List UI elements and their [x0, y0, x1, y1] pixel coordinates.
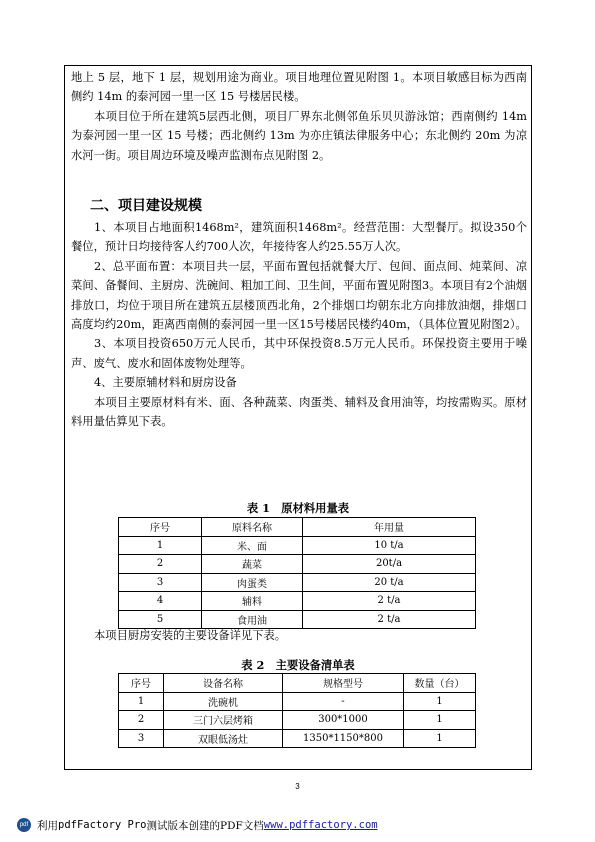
equipment-table: [118, 673, 476, 748]
table-row: [119, 592, 476, 611]
table-cell: 2: [119, 555, 202, 574]
paragraph-layout: 2、总平面布置：本项目共一层，平面布置包括就餐大厅、包间、面点间、炖菜间、凉菜间、备餐间、主厨房、洗碗间、粗加工间、卫生间，平面布置见附图3。本项目有2个油烟排放口，均位于项目所在建筑五层楼顶西北角，2个排烟口均朝东北方向排放油烟，排烟口高度均约20m，距离西南侧的泰河园一里一区15号楼居民楼约40m，（具体位置见附图2）。: [71, 259, 527, 332]
header-cell: 序号: [119, 674, 164, 693]
table-cell: 三门六层烤箱: [164, 711, 283, 730]
table-cell: 辅料: [202, 592, 303, 611]
table-cell: 肉蛋类: [202, 573, 303, 592]
table-row: [119, 711, 476, 730]
table-cell: 2 t/a: [303, 592, 476, 611]
header-cell: 设备名称: [164, 674, 283, 693]
pdffactory-footer: [17, 815, 378, 835]
header-cell: 数量（台）: [404, 674, 476, 693]
table-cell: 1: [119, 692, 164, 711]
table-cell: 20 t/a: [303, 573, 476, 592]
table2-caption: 表 2 主要设备清单表: [241, 658, 355, 672]
table-cell: 蔬菜: [202, 555, 303, 574]
footer-prefix: 利用: [37, 819, 58, 832]
table1-caption: 表 1 原材料用量表: [246, 501, 350, 515]
table-cell: 1: [404, 692, 476, 711]
table-row: [119, 573, 476, 592]
table-row: [119, 729, 476, 748]
location-paragraph: 本项目位于所在建筑5层西北侧，项目厂界东北侧邻鱼乐贝贝游泳馆；西南侧约 14m 为泰河园一里一区 15 号楼；西北侧约 13m 为亦庄镇法律服务中心；东北侧约 20m 为凉水河一街。项目周边环境及噪声监测布点见附图 2。: [71, 109, 527, 162]
table-cell: 1350*1150*800: [283, 729, 404, 748]
equipment-intro-block: [71, 626, 527, 645]
header-cell: 年用量: [303, 518, 476, 537]
table-cell: 2: [119, 711, 164, 730]
table-row: [119, 555, 476, 574]
paragraph-investment: 3、本项目投资650万元人民币，其中环保投资8.5万元人民币。环保投资主要用于噪声、废气、废水和固体废物处理等。: [71, 337, 527, 370]
header-cell: 序号: [119, 518, 202, 537]
table-cell: 5: [119, 610, 202, 629]
intro-block: [71, 68, 527, 165]
table-row: [119, 536, 476, 555]
table-cell: 4: [119, 592, 202, 611]
table-cell: 食用油: [202, 610, 303, 629]
pdffactory-logo-icon: pdf: [17, 818, 31, 832]
table-cell: 洗碗机: [164, 692, 283, 711]
intro-line: 地上 5 层，地下 1 层，规划用途为商业。项目地理位置见附图 1。本项目敏感目标为西南侧约 14m 的泰河园一里一区 15 号楼居民楼。: [71, 71, 527, 104]
table-cell: -: [283, 692, 404, 711]
table-cell: 10 t/a: [303, 536, 476, 555]
table-cell: 双眼低汤灶: [164, 729, 283, 748]
materials-table: [118, 517, 476, 629]
table-cell: 20t/a: [303, 555, 476, 574]
footer-product: pdfFactory Pro: [58, 819, 147, 831]
scale-block: [71, 218, 527, 431]
paragraph-equipment: 本项目厨房安装的主要设备详见下表。: [94, 629, 287, 642]
table-cell: 3: [119, 729, 164, 748]
section-heading: 二、项目建设规模: [90, 198, 202, 214]
table-header-row: [119, 674, 476, 693]
table-cell: 3: [119, 573, 202, 592]
table-cell: 300*1000: [283, 711, 404, 730]
table-row: [119, 692, 476, 711]
table-cell: 米、面: [202, 536, 303, 555]
paragraph-area: 1、本项目占地面积1468m²，建筑面积1468m²。经营范围：大型餐厅。拟设350个餐位，预计日均接待客人约700人次，年接待客人约25.55万人次。: [71, 221, 527, 254]
paragraph-materials: 本项目主要原材料有米、面、各种蔬菜、肉蛋类、辅料及食用油等，均按需购买。原材料用量估算见下表。: [71, 395, 527, 429]
table-header-row: [119, 518, 476, 537]
table-cell: 1: [404, 711, 476, 730]
header-cell: 规格型号: [283, 674, 404, 693]
table-cell: 2 t/a: [303, 610, 476, 629]
footer-middle: 测试版本创建的PDF文档: [146, 819, 264, 832]
paragraph-materials-title: 4、主要原辅材料和厨房设备: [94, 376, 237, 390]
footer-link[interactable]: www.pdffactory.com: [263, 819, 378, 831]
page-number: 3: [295, 782, 300, 791]
table-cell: 1: [119, 536, 202, 555]
header-cell: 原料名称: [202, 518, 303, 537]
table-cell: 1: [404, 729, 476, 748]
